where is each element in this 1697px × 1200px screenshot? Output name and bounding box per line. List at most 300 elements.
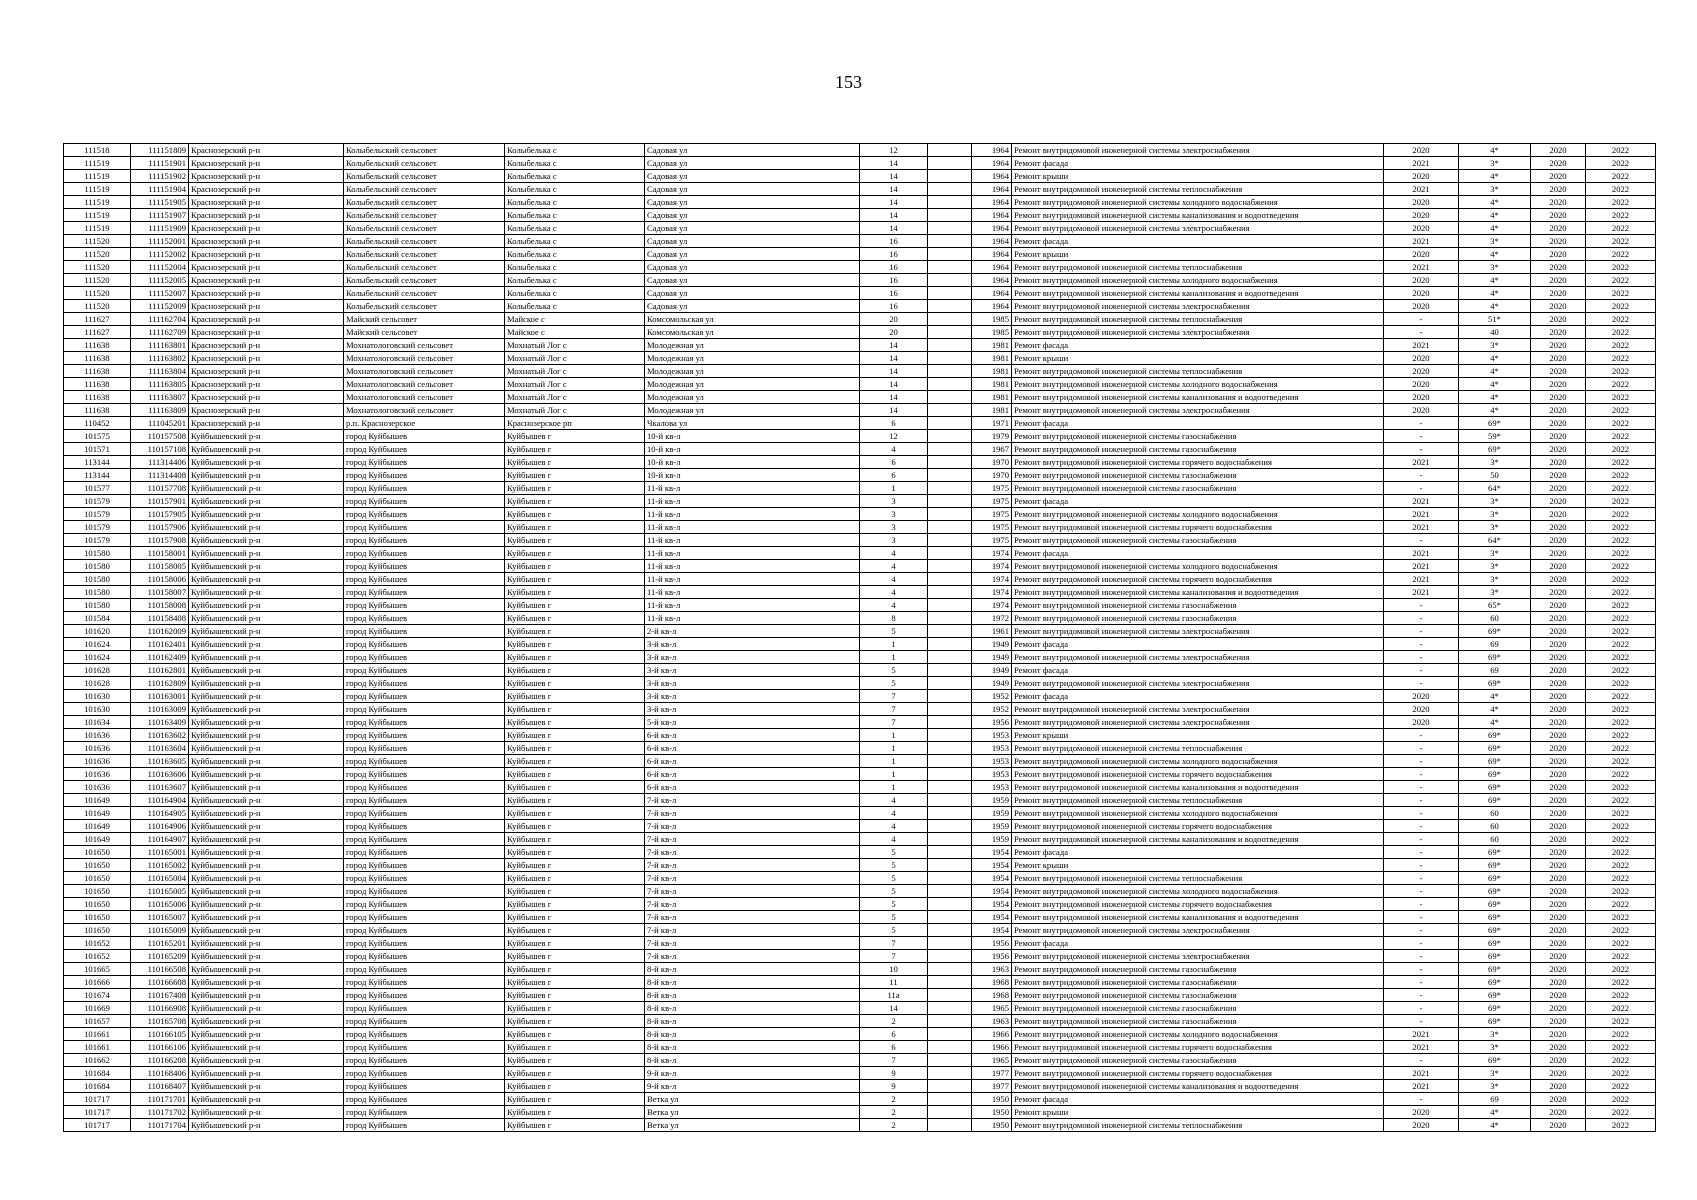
cell-locality: Куйбышев г bbox=[505, 703, 645, 716]
table-row bbox=[64, 1028, 1656, 1041]
cell-street: 7-й кв-л bbox=[645, 794, 860, 807]
cell-locality: Куйбышев г bbox=[505, 820, 645, 833]
cell-end: 2022 bbox=[1586, 1015, 1656, 1028]
cell-work: Ремонт внутридомовой инженерной системы газоснабжения bbox=[1012, 612, 1384, 625]
cell-settlement: город Куйбышев bbox=[344, 573, 505, 586]
cell-cost: 4* bbox=[1459, 222, 1531, 235]
cell-code: 110171702 bbox=[131, 1106, 189, 1119]
cell-start: 2020 bbox=[1531, 599, 1586, 612]
cell-district: Куйбышевский р-н bbox=[189, 781, 344, 794]
cell-extra bbox=[928, 365, 972, 378]
cell-street: Молодежная ул bbox=[645, 378, 860, 391]
cell-id: 101579 bbox=[64, 534, 131, 547]
cell-plan: 2020 bbox=[1384, 1106, 1459, 1119]
cell-year: 1949 bbox=[972, 677, 1012, 690]
cell-end: 2022 bbox=[1586, 209, 1656, 222]
cell-house: 14 bbox=[860, 404, 928, 417]
cell-street: 8-й кв-л bbox=[645, 1054, 860, 1067]
cell-settlement: Колыбельский сельсовет bbox=[344, 274, 505, 287]
table-row bbox=[64, 248, 1656, 261]
table-row bbox=[64, 365, 1656, 378]
cell-locality: Куйбышев г bbox=[505, 963, 645, 976]
cell-id: 111520 bbox=[64, 274, 131, 287]
cell-district: Куйбышевский р-н bbox=[189, 976, 344, 989]
cell-start: 2020 bbox=[1531, 300, 1586, 313]
cell-settlement: Колыбельский сельсовет bbox=[344, 157, 505, 170]
cell-id: 101636 bbox=[64, 742, 131, 755]
cell-locality: Колыбелька с bbox=[505, 235, 645, 248]
cell-settlement: город Куйбышев bbox=[344, 1015, 505, 1028]
cell-year: 1972 bbox=[972, 612, 1012, 625]
cell-house: 4 bbox=[860, 833, 928, 846]
cell-code: 110158005 bbox=[131, 560, 189, 573]
cell-end: 2022 bbox=[1586, 378, 1656, 391]
cell-work: Ремонт внутридомовой инженерной системы газоснабжения bbox=[1012, 989, 1384, 1002]
cell-start: 2020 bbox=[1531, 378, 1586, 391]
cell-id: 101630 bbox=[64, 703, 131, 716]
cell-work: Ремонт внутридомовой инженерной системы электроснабжения bbox=[1012, 404, 1384, 417]
cell-code: 110165005 bbox=[131, 885, 189, 898]
cell-year: 1950 bbox=[972, 1119, 1012, 1132]
cell-settlement: Колыбельский сельсовет bbox=[344, 222, 505, 235]
cell-district: Краснозерский р-н bbox=[189, 339, 344, 352]
cell-work: Ремонт внутридомовой инженерной системы холодного водоснабжения bbox=[1012, 196, 1384, 209]
cell-code: 110162801 bbox=[131, 664, 189, 677]
cell-id: 101571 bbox=[64, 443, 131, 456]
cell-plan: 2020 bbox=[1384, 391, 1459, 404]
table-row bbox=[64, 677, 1656, 690]
table-row bbox=[64, 638, 1656, 651]
cell-cost: 3* bbox=[1459, 508, 1531, 521]
cell-district: Куйбышевский р-н bbox=[189, 794, 344, 807]
cell-locality: Куйбышев г bbox=[505, 755, 645, 768]
cell-street: Садовая ул bbox=[645, 144, 860, 157]
cell-code: 111151901 bbox=[131, 157, 189, 170]
cell-cost: 69* bbox=[1459, 1002, 1531, 1015]
cell-street: 7-й кв-л bbox=[645, 911, 860, 924]
cell-plan: - bbox=[1384, 755, 1459, 768]
cell-cost: 3* bbox=[1459, 521, 1531, 534]
cell-start: 2020 bbox=[1531, 963, 1586, 976]
cell-extra bbox=[928, 469, 972, 482]
cell-work: Ремонт внутридомовой инженерной системы электроснабжения bbox=[1012, 677, 1384, 690]
cell-district: Куйбышевский р-н bbox=[189, 833, 344, 846]
cell-locality: Мохнатый Лог с bbox=[505, 378, 645, 391]
cell-id: 111638 bbox=[64, 404, 131, 417]
cell-id: 101661 bbox=[64, 1041, 131, 1054]
cell-start: 2020 bbox=[1531, 664, 1586, 677]
cell-code: 111162709 bbox=[131, 326, 189, 339]
cell-district: Куйбышевский р-н bbox=[189, 456, 344, 469]
cell-house: 16 bbox=[860, 261, 928, 274]
cell-house: 5 bbox=[860, 885, 928, 898]
cell-cost: 4* bbox=[1459, 378, 1531, 391]
cell-start: 2020 bbox=[1531, 326, 1586, 339]
cell-street: 7-й кв-л bbox=[645, 898, 860, 911]
cell-year: 1964 bbox=[972, 144, 1012, 157]
cell-house: 2 bbox=[860, 1106, 928, 1119]
table-row bbox=[64, 170, 1656, 183]
cell-end: 2022 bbox=[1586, 833, 1656, 846]
cell-district: Куйбышевский р-н bbox=[189, 807, 344, 820]
cell-code: 110162409 bbox=[131, 651, 189, 664]
table-row bbox=[64, 417, 1656, 430]
cell-work: Ремонт фасада bbox=[1012, 417, 1384, 430]
cell-code: 111151909 bbox=[131, 222, 189, 235]
cell-cost: 69* bbox=[1459, 755, 1531, 768]
cell-end: 2022 bbox=[1586, 950, 1656, 963]
cell-extra bbox=[928, 677, 972, 690]
cell-locality: Куйбышев г bbox=[505, 534, 645, 547]
cell-code: 111151809 bbox=[131, 144, 189, 157]
cell-house: 4 bbox=[860, 547, 928, 560]
table-row bbox=[64, 924, 1656, 937]
cell-end: 2022 bbox=[1586, 495, 1656, 508]
table-row bbox=[64, 716, 1656, 729]
cell-end: 2022 bbox=[1586, 222, 1656, 235]
cell-house: 5 bbox=[860, 664, 928, 677]
cell-locality: Куйбышев г bbox=[505, 651, 645, 664]
cell-plan: 2021 bbox=[1384, 521, 1459, 534]
cell-plan: - bbox=[1384, 729, 1459, 742]
cell-extra bbox=[928, 729, 972, 742]
cell-locality: Мохнатый Лог с bbox=[505, 352, 645, 365]
cell-plan: 2021 bbox=[1384, 1080, 1459, 1093]
cell-work: Ремонт внутридомовой инженерной системы газоснабжения bbox=[1012, 1054, 1384, 1067]
cell-house: 4 bbox=[860, 443, 928, 456]
table-row bbox=[64, 989, 1656, 1002]
table-row bbox=[64, 1002, 1656, 1015]
table-row bbox=[64, 1067, 1656, 1080]
cell-work: Ремонт внутридомовой инженерной системы холодного водоснабжения bbox=[1012, 885, 1384, 898]
cell-cost: 3* bbox=[1459, 547, 1531, 560]
cell-work: Ремонт внутридомовой инженерной системы холодного водоснабжения bbox=[1012, 378, 1384, 391]
cell-street: 6-й кв-л bbox=[645, 742, 860, 755]
cell-code: 110157901 bbox=[131, 495, 189, 508]
cell-street: 11-й кв-л bbox=[645, 534, 860, 547]
cell-cost: 51* bbox=[1459, 313, 1531, 326]
cell-settlement: Майский сельсовет bbox=[344, 313, 505, 326]
cell-cost: 69* bbox=[1459, 976, 1531, 989]
cell-locality: Куйбышев г bbox=[505, 508, 645, 521]
cell-locality: Куйбышев г bbox=[505, 898, 645, 911]
cell-end: 2022 bbox=[1586, 677, 1656, 690]
cell-cost: 4* bbox=[1459, 144, 1531, 157]
cell-plan: - bbox=[1384, 1093, 1459, 1106]
cell-locality: Куйбышев г bbox=[505, 547, 645, 560]
cell-district: Куйбышевский р-н bbox=[189, 1080, 344, 1093]
cell-year: 1974 bbox=[972, 599, 1012, 612]
cell-settlement: город Куйбышев bbox=[344, 885, 505, 898]
cell-extra bbox=[928, 274, 972, 287]
cell-plan: 2020 bbox=[1384, 196, 1459, 209]
cell-plan: 2021 bbox=[1384, 573, 1459, 586]
cell-work: Ремонт внутридомовой инженерной системы газоснабжения bbox=[1012, 1002, 1384, 1015]
cell-street: 8-й кв-л bbox=[645, 989, 860, 1002]
cell-year: 1964 bbox=[972, 196, 1012, 209]
cell-code: 110166105 bbox=[131, 1028, 189, 1041]
table-row bbox=[64, 521, 1656, 534]
cell-extra bbox=[928, 326, 972, 339]
cell-end: 2022 bbox=[1586, 573, 1656, 586]
cell-house: 3 bbox=[860, 521, 928, 534]
cell-house: 9 bbox=[860, 1080, 928, 1093]
cell-code: 110157108 bbox=[131, 443, 189, 456]
table-row bbox=[64, 703, 1656, 716]
cell-plan: 2020 bbox=[1384, 703, 1459, 716]
cell-cost: 3* bbox=[1459, 1080, 1531, 1093]
cell-year: 1952 bbox=[972, 690, 1012, 703]
cell-extra bbox=[928, 352, 972, 365]
cell-end: 2022 bbox=[1586, 807, 1656, 820]
cell-id: 101674 bbox=[64, 989, 131, 1002]
cell-cost: 69* bbox=[1459, 651, 1531, 664]
cell-code: 111152009 bbox=[131, 300, 189, 313]
cell-locality: Колыбелька с bbox=[505, 196, 645, 209]
cell-end: 2022 bbox=[1586, 846, 1656, 859]
cell-year: 1959 bbox=[972, 807, 1012, 820]
cell-house: 1 bbox=[860, 742, 928, 755]
cell-work: Ремонт внутридомовой инженерной системы газоснабжения bbox=[1012, 534, 1384, 547]
cell-code: 110171701 bbox=[131, 1093, 189, 1106]
cell-code: 111151905 bbox=[131, 196, 189, 209]
cell-settlement: город Куйбышев bbox=[344, 469, 505, 482]
cell-end: 2022 bbox=[1586, 612, 1656, 625]
cell-settlement: Колыбельский сельсовет bbox=[344, 144, 505, 157]
cell-settlement: Колыбельский сельсовет bbox=[344, 287, 505, 300]
table-row bbox=[64, 235, 1656, 248]
cell-start: 2020 bbox=[1531, 196, 1586, 209]
cell-id: 101717 bbox=[64, 1106, 131, 1119]
cell-street: 10-й кв-л bbox=[645, 443, 860, 456]
cell-locality: Куйбышев г bbox=[505, 677, 645, 690]
cell-street: Чкалова ул bbox=[645, 417, 860, 430]
cell-street: Садовая ул bbox=[645, 300, 860, 313]
cell-settlement: город Куйбышев bbox=[344, 495, 505, 508]
cell-settlement: город Куйбышев bbox=[344, 677, 505, 690]
cell-code: 111163802 bbox=[131, 352, 189, 365]
cell-work: Ремонт внутридомовой инженерной системы горячего водоснабжения bbox=[1012, 573, 1384, 586]
cell-house: 14 bbox=[860, 339, 928, 352]
cell-locality: Куйбышев г bbox=[505, 1093, 645, 1106]
cell-plan: - bbox=[1384, 937, 1459, 950]
cell-id: 101650 bbox=[64, 911, 131, 924]
table-row bbox=[64, 209, 1656, 222]
cell-cost: 4* bbox=[1459, 1119, 1531, 1132]
cell-extra bbox=[928, 781, 972, 794]
cell-start: 2020 bbox=[1531, 911, 1586, 924]
cell-work: Ремонт крыши bbox=[1012, 1106, 1384, 1119]
cell-district: Краснозерский р-н bbox=[189, 157, 344, 170]
cell-extra bbox=[928, 521, 972, 534]
cell-district: Куйбышевский р-н bbox=[189, 573, 344, 586]
table-row bbox=[64, 573, 1656, 586]
cell-id: 111627 bbox=[64, 313, 131, 326]
cell-settlement: город Куйбышев bbox=[344, 820, 505, 833]
cell-cost: 4* bbox=[1459, 703, 1531, 716]
cell-cost: 69* bbox=[1459, 729, 1531, 742]
cell-plan: 2020 bbox=[1384, 209, 1459, 222]
cell-year: 1964 bbox=[972, 209, 1012, 222]
cell-plan: - bbox=[1384, 664, 1459, 677]
cell-locality: Куйбышев г bbox=[505, 612, 645, 625]
cell-work: Ремонт внутридомовой инженерной системы газоснабжения bbox=[1012, 430, 1384, 443]
cell-plan: - bbox=[1384, 1002, 1459, 1015]
cell-year: 1954 bbox=[972, 924, 1012, 937]
cell-extra bbox=[928, 768, 972, 781]
cell-start: 2020 bbox=[1531, 755, 1586, 768]
cell-district: Краснозерский р-н bbox=[189, 170, 344, 183]
cell-end: 2022 bbox=[1586, 586, 1656, 599]
cell-id: 101666 bbox=[64, 976, 131, 989]
cell-street: 3-й кв-л bbox=[645, 664, 860, 677]
table-row bbox=[64, 534, 1656, 547]
cell-work: Ремонт внутридомовой инженерной системы электроснабжения bbox=[1012, 222, 1384, 235]
cell-locality: Куйбышев г bbox=[505, 989, 645, 1002]
cell-extra bbox=[928, 963, 972, 976]
cell-year: 1981 bbox=[972, 391, 1012, 404]
cell-settlement: город Куйбышев bbox=[344, 703, 505, 716]
table-row bbox=[64, 768, 1656, 781]
cell-id: 101630 bbox=[64, 690, 131, 703]
cell-street: Комсомольская ул bbox=[645, 326, 860, 339]
cell-locality: Куйбышев г bbox=[505, 443, 645, 456]
cell-district: Куйбышевский р-н bbox=[189, 1054, 344, 1067]
cell-house: 5 bbox=[860, 846, 928, 859]
cell-house: 1 bbox=[860, 729, 928, 742]
cell-street: 2-й кв-л bbox=[645, 625, 860, 638]
cell-extra bbox=[928, 937, 972, 950]
table-row bbox=[64, 1080, 1656, 1093]
cell-settlement: город Куйбышев bbox=[344, 911, 505, 924]
cell-extra bbox=[928, 573, 972, 586]
cell-district: Куйбышевский р-н bbox=[189, 677, 344, 690]
cell-end: 2022 bbox=[1586, 664, 1656, 677]
cell-plan: 2020 bbox=[1384, 300, 1459, 313]
cell-id: 101649 bbox=[64, 833, 131, 846]
cell-id: 101650 bbox=[64, 859, 131, 872]
cell-end: 2022 bbox=[1586, 326, 1656, 339]
cell-work: Ремонт внутридомовой инженерной системы горячего водоснабжения bbox=[1012, 768, 1384, 781]
cell-district: Краснозерский р-н bbox=[189, 404, 344, 417]
cell-year: 1949 bbox=[972, 638, 1012, 651]
cell-locality: Колыбелька с bbox=[505, 183, 645, 196]
cell-house: 16 bbox=[860, 235, 928, 248]
table-row bbox=[64, 261, 1656, 274]
cell-settlement: город Куйбышев bbox=[344, 521, 505, 534]
cell-plan: - bbox=[1384, 677, 1459, 690]
cell-street: Молодежная ул bbox=[645, 339, 860, 352]
cell-street: 10-й кв-л bbox=[645, 456, 860, 469]
cell-settlement: город Куйбышев bbox=[344, 651, 505, 664]
cell-end: 2022 bbox=[1586, 521, 1656, 534]
cell-work: Ремонт внутридомовой инженерной системы канализования и водоотведения bbox=[1012, 391, 1384, 404]
cell-district: Куйбышевский р-н bbox=[189, 625, 344, 638]
cell-extra bbox=[928, 1080, 972, 1093]
cell-district: Куйбышевский р-н bbox=[189, 534, 344, 547]
cell-district: Куйбышевский р-н bbox=[189, 664, 344, 677]
cell-work: Ремонт внутридомовой инженерной системы горячего водоснабжения bbox=[1012, 1067, 1384, 1080]
cell-code: 110164907 bbox=[131, 833, 189, 846]
cell-year: 1954 bbox=[972, 911, 1012, 924]
cell-start: 2020 bbox=[1531, 1080, 1586, 1093]
cell-district: Куйбышевский р-н bbox=[189, 755, 344, 768]
cell-work: Ремонт внутридомовой инженерной системы газоснабжения bbox=[1012, 976, 1384, 989]
cell-district: Куйбышевский р-н bbox=[189, 612, 344, 625]
cell-street: 7-й кв-л bbox=[645, 820, 860, 833]
cell-start: 2020 bbox=[1531, 560, 1586, 573]
cell-year: 1977 bbox=[972, 1067, 1012, 1080]
cell-district: Куйбышевский р-н bbox=[189, 911, 344, 924]
cell-settlement: Мохнатологовский сельсовет bbox=[344, 404, 505, 417]
cell-work: Ремонт внутридомовой инженерной системы электроснабжения bbox=[1012, 950, 1384, 963]
cell-settlement: город Куйбышев bbox=[344, 1106, 505, 1119]
cell-district: Краснозерский р-н bbox=[189, 365, 344, 378]
cell-house: 7 bbox=[860, 716, 928, 729]
cell-settlement: город Куйбышев bbox=[344, 456, 505, 469]
cell-plan: - bbox=[1384, 768, 1459, 781]
cell-house: 8 bbox=[860, 612, 928, 625]
cell-extra bbox=[928, 846, 972, 859]
cell-start: 2020 bbox=[1531, 144, 1586, 157]
cell-locality: Куйбышев г bbox=[505, 495, 645, 508]
cell-plan: - bbox=[1384, 885, 1459, 898]
cell-extra bbox=[928, 989, 972, 1002]
cell-house: 12 bbox=[860, 144, 928, 157]
cell-extra bbox=[928, 456, 972, 469]
cell-year: 1963 bbox=[972, 1015, 1012, 1028]
cell-plan: 2020 bbox=[1384, 274, 1459, 287]
cell-id: 101620 bbox=[64, 625, 131, 638]
cell-settlement: город Куйбышев bbox=[344, 638, 505, 651]
cell-cost: 60 bbox=[1459, 807, 1531, 820]
cell-house: 11а bbox=[860, 989, 928, 1002]
cell-work: Ремонт внутридомовой инженерной системы газоснабжения bbox=[1012, 963, 1384, 976]
cell-house: 6 bbox=[860, 469, 928, 482]
table-row bbox=[64, 690, 1656, 703]
cell-street: 8-й кв-л bbox=[645, 1015, 860, 1028]
cell-street: 3-й кв-л bbox=[645, 677, 860, 690]
cell-house: 1 bbox=[860, 768, 928, 781]
cell-end: 2022 bbox=[1586, 534, 1656, 547]
cell-plan: - bbox=[1384, 651, 1459, 664]
cell-district: Куйбышевский р-н bbox=[189, 1119, 344, 1132]
cell-cost: 40 bbox=[1459, 326, 1531, 339]
cell-year: 1966 bbox=[972, 1028, 1012, 1041]
cell-district: Куйбышевский р-н bbox=[189, 469, 344, 482]
cell-cost: 69* bbox=[1459, 898, 1531, 911]
cell-start: 2020 bbox=[1531, 1054, 1586, 1067]
cell-cost: 69* bbox=[1459, 950, 1531, 963]
cell-settlement: Колыбельский сельсовет bbox=[344, 170, 505, 183]
cell-cost: 4* bbox=[1459, 287, 1531, 300]
table-row bbox=[64, 482, 1656, 495]
cell-district: Куйбышевский р-н bbox=[189, 989, 344, 1002]
cell-start: 2020 bbox=[1531, 690, 1586, 703]
cell-year: 1956 bbox=[972, 716, 1012, 729]
cell-id: 111638 bbox=[64, 378, 131, 391]
cell-plan: - bbox=[1384, 872, 1459, 885]
cell-house: 16 bbox=[860, 287, 928, 300]
table-row bbox=[64, 729, 1656, 742]
cell-start: 2020 bbox=[1531, 677, 1586, 690]
cell-work: Ремонт внутридомовой инженерной системы канализования и водоотведения bbox=[1012, 209, 1384, 222]
cell-work: Ремонт внутридомовой инженерной системы канализования и водоотведения bbox=[1012, 911, 1384, 924]
cell-settlement: город Куйбышев bbox=[344, 664, 505, 677]
cell-year: 1954 bbox=[972, 885, 1012, 898]
cell-settlement: город Куйбышев bbox=[344, 430, 505, 443]
cell-district: Краснозерский р-н bbox=[189, 196, 344, 209]
